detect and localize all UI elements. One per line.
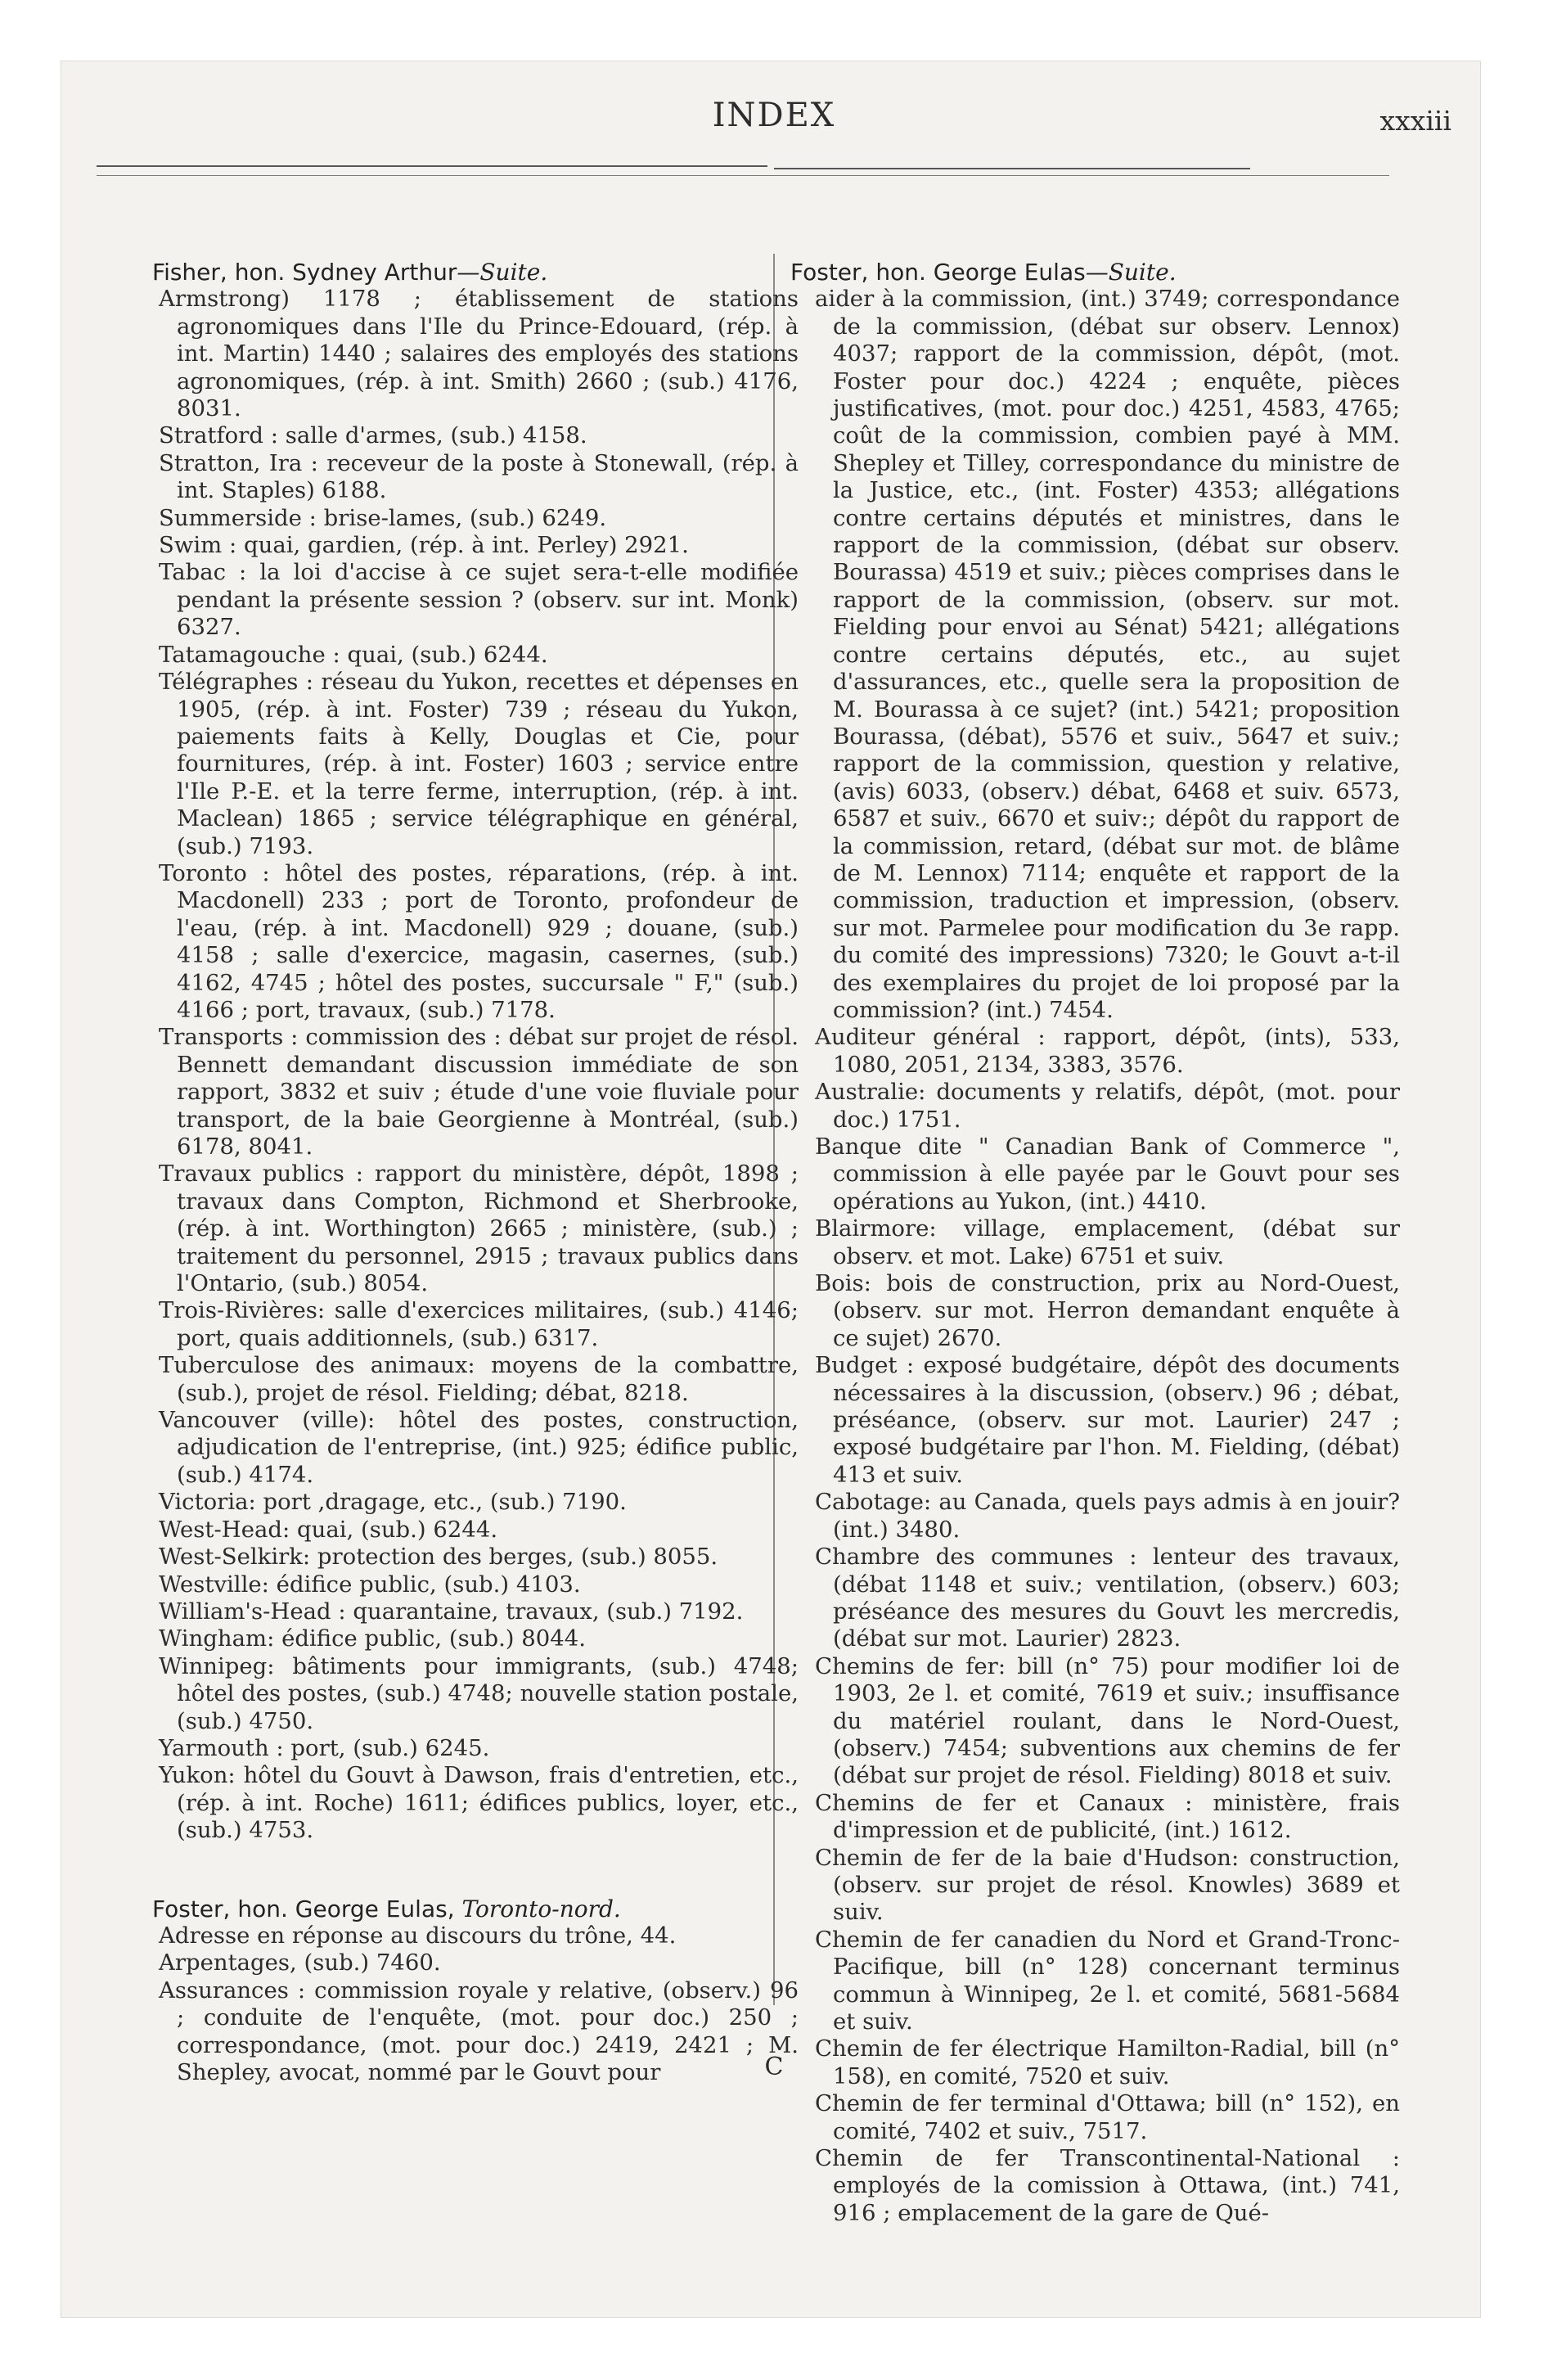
index-entry: Banque dite " Canadian Bank of Commerce ", commission à elle payée par le Gouvt pour ses opérations au Yukon, (int.) 4410. (815, 1134, 1400, 1215)
index-entry: Blairmore: village, emplacement, (débat sur observ. et mot. Lake) 6751 et suiv. (815, 1215, 1400, 1269)
index-entry: Chemin de fer canadien du Nord et Grand-Tronc-Pacifique, bill (n° 128) concernant terminus commun à Winnipeg, 2e l. et comité, 5681-5684 et suiv. (815, 1926, 1400, 2035)
heading-name: Foster, hon. George Eulas (790, 259, 1086, 286)
heading-suffix: —Suite. (457, 259, 548, 286)
index-entry: Chemins de fer: bill (n° 75) pour modifier loi de 1903, 2e l. et comité, 7619 et suiv.; insuffisance du matériel roulant, dans le Nord-Ouest, (observ.) 7454; subventions aux chemins de fer (débat sur projet de résol. Fielding) 8018 et suiv. (815, 1652, 1400, 1789)
right-column (790, 259, 1400, 2227)
index-entry: Summerside : brise-lames, (sub.) 6249. (159, 504, 607, 531)
index-entry: Yarmouth : port, (sub.) 6245. (159, 1734, 490, 1761)
index-entry: Transports : commission des : débat sur projet de résol. Bennett demandant discussion immédiate de son rapport, 3832 et suiv ; étude d'une voie fluviale pour transport, de la baie Georgienne à Montréal, (sub.) 6178, 8041. (159, 1024, 799, 1160)
index-entry: Assurances : commission royale y relative, (observ.) 96 ; conduite de l'enquête, (mot. pour doc.) 250 ; correspondance, (mot. pour doc.) 2419, 2421 ; M. Shepley, avocat, nommé par le Gouvt pour (159, 1977, 799, 2085)
index-entry: Chambre des communes : lenteur des travaux, (débat 1148 et suiv.; ventilation, (observ.) 603; préséance des mesures du Gouvt les mercredis, (débat sur mot. Laurier) 2823. (815, 1544, 1400, 1652)
index-entry: William's-Head : quarantaine, travaux, (sub.) 7192. (159, 1598, 744, 1625)
index-entry: Victoria: port ,dragage, etc., (sub.) 7190. (159, 1489, 627, 1516)
index-entry: Wingham: édifice public, (sub.) 8044. (159, 1625, 587, 1652)
left-column (152, 259, 799, 2086)
index-entry: Arpentages, (sub.) 7460. (159, 1950, 441, 1977)
index-entry: Travaux publics : rapport du ministère, dépôt, 1898 ; travaux dans Compton, Richmond et Sherbrooke, (rép. à int. Worthington) 2665 ; ministère, (sub.) ; traitement du personnel, 2915 ; travaux publics dans l'Ontario, (sub.) 8054. (159, 1161, 799, 1297)
index-entry: West-Selkirk: protection des berges, (sub.) 8055. (159, 1544, 718, 1571)
running-title: INDEX (712, 97, 836, 134)
index-entry: Auditeur général : rapport, dépôt, (ints), 533, 1080, 2051, 2134, 3383, 3576. (815, 1024, 1400, 1078)
index-entry: Adresse en réponse au discours du trône, 44. (159, 1922, 677, 1949)
index-entry: Trois-Rivières: salle d'exercices militaires, (sub.) 4146; port, quais additionnels, (sub.) 6317. (159, 1297, 799, 1351)
index-entry: Winnipeg: bâtiments pour immigrants, (sub.) 4748; hôtel des postes, (sub.) 4748; nouvelle station postale, (sub.) 4750. (159, 1652, 799, 1734)
index-entry: Swim : quai, gardien, (rép. à int. Perley) 2921. (159, 532, 689, 559)
index-entry: Chemin de fer Transcontinental-National : employés de la comission à Ottawa, (int.) 741, 916 ; emplacement de la gare de Qué- (815, 2145, 1400, 2226)
index-entry: Tatamagouche : quai, (sub.) 6244. (159, 641, 548, 668)
heading-name: Fisher, hon. Sydney Arthur (152, 259, 457, 286)
index-entry: Chemin de fer de la baie d'Hudson: construction, (observ. sur projet de résol. Knowles) 3689 et suiv. (815, 1844, 1400, 1926)
header-rule (97, 175, 1389, 176)
index-heading (152, 1895, 799, 1922)
index-entry: Télégraphes : réseau du Yukon, recettes et dépenses en 1905, (rép. à int. Foster) 739 ; réseau du Yukon, paiements faits à Kelly, Douglas et Cie, pour fournitures, (rép. à int. Foster) 1603 ; service entre l'Ile P.-E. et la terre ferme, interruption, (rép. à int. Maclean) 1865 ; service télégraphique en général, (sub.) 7193. (159, 669, 799, 859)
index-entry: Tuberculose des animaux: moyens de la combattre, (sub.), projet de résol. Fielding; débat, 8218. (159, 1352, 799, 1406)
index-heading (152, 259, 799, 286)
header-rule (774, 168, 1250, 169)
index-entry: Tabac : la loi d'accise à ce sujet sera-t-elle modifiée pendant la présente session ? (observ. sur int. Monk) 6327. (159, 559, 799, 641)
page-number: xxxiii (1379, 105, 1451, 137)
index-entry: aider à la commission, (int.) 3749; correspondance de la commission, (débat sur observ. Lennox) 4037; rapport de la commission, dépôt, (mot. Foster pour doc.) 4224 ; enquête, pièces justificatives, (mot. pour doc.) 4251, 4583, 4765; coût de la commission, combien payé à MM. Shepley et Tilley, correspondance du ministre de la Justice, etc., (int. Foster) 4353; allégations contre certains députés et ministres, dans le rapport de la commission, (débat sur observ. Bourassa) 4519 et suiv.; pièces comprises dans le rapport de la commission, (observ. sur mot. Fielding pour envoi au Sénat) 5421; allégations contre certains députés, etc., au sujet d'assurances, etc., quelle sera la proposition de M. Bourassa à ce sujet? (int.) 5421; proposition Bourassa, (débat), 5576 et suiv., 5647 et suiv.; rapport de la commission, question y relative, (avis) 6033, (observ.) débat, 6468 et suiv. 6573, 6587 et suiv., 6670 et suiv:; dépôt du rapport de la commission, retard, (débat sur mot. de blâme de M. Lennox) 7114; enquête et rapport de la commission, traduction et impression, (observ. sur mot. Parmelee pour modification du 3e rapp. du comité des impressions) 7320; le Gouvt a-t-il des exemplaires du projet de loi proposé par la commission? (int.) 7454. (815, 286, 1400, 1023)
signature-mark: C (764, 2053, 784, 2081)
index-entry: Armstrong) 1178 ; établissement de stations agronomiques dans l'Ile du Prince-Edouard, (rép. à int. Martin) 1440 ; salaires des employés des stations agronomiques, (rép. à int. Smith) 2660 ; (sub.) 4176, 8031. (159, 286, 799, 422)
index-entry: Bois: bois de construction, prix au Nord-Ouest, (observ. sur mot. Herron demandant enquête à ce sujet) 2670. (815, 1270, 1400, 1351)
index-entry: Chemins de fer et Canaux : ministère, frais d'impression et de publicité, (int.) 1612. (815, 1789, 1400, 1844)
entry-list (790, 286, 1400, 2227)
header-rule (97, 165, 767, 167)
heading-suffix: Toronto-nord. (461, 1895, 621, 1922)
index-entry: Yukon: hôtel du Gouvt à Dawson, frais d'entretien, etc., (rép. à int. Roche) 1611; édifices publics, loyer, etc., (sub.) 4753. (159, 1762, 799, 1844)
index-entry: West-Head: quai, (sub.) 6244. (159, 1516, 498, 1543)
index-heading (790, 259, 1400, 286)
heading-name: Foster, hon. George Eulas, (152, 1895, 455, 1922)
index-entry: Chemin de fer électrique Hamilton-Radial, bill (n° 158), en comité, 7520 et suiv. (815, 2035, 1400, 2089)
index-entry: Cabotage: au Canada, quels pays admis à en jouir? (int.) 3480. (815, 1489, 1400, 1543)
index-entry: Stratton, Ira : receveur de la poste à Stonewall, (rép. à int. Staples) 6188. (159, 449, 799, 504)
index-entry: Stratford : salle d'armes, (sub.) 4158. (159, 422, 587, 449)
index-entry: Vancouver (ville): hôtel des postes, construction, adjudication de l'entreprise, (int.) 925; édifice public, (sub.) 4174. (159, 1407, 799, 1488)
index-entry: Westville: édifice public, (sub.) 4103. (159, 1571, 581, 1598)
entry-list (152, 286, 799, 1844)
index-entry: Chemin de fer terminal d'Ottawa; bill (n° 152), en comité, 7402 et suiv., 7517. (815, 2090, 1400, 2144)
index-entry: Toronto : hôtel des postes, réparations, (rép. à int. Macdonell) 233 ; port de Toronto, profondeur de l'eau, (rép. à int. Macdonell) 929 ; douane, (sub.) 4158 ; salle d'exercice, magasin, casernes, (sub.) 4162, 4745 ; hôtel des postes, succursale " F," (sub.) 4166 ; port, travaux, (sub.) 7178. (159, 859, 799, 1023)
heading-suffix: —Suite. (1085, 259, 1177, 286)
index-entry: Budget : exposé budgétaire, dépôt des documents nécessaires à la discussion, (observ.) 96 ; débat, préséance, (observ. sur mot. Laurier) 247 ; exposé budgétaire par l'hon. M. Fielding, (débat) 413 et suiv. (815, 1352, 1400, 1488)
index-entry: Australie: documents y relatifs, dépôt, (mot. pour doc.) 1751. (815, 1079, 1400, 1133)
